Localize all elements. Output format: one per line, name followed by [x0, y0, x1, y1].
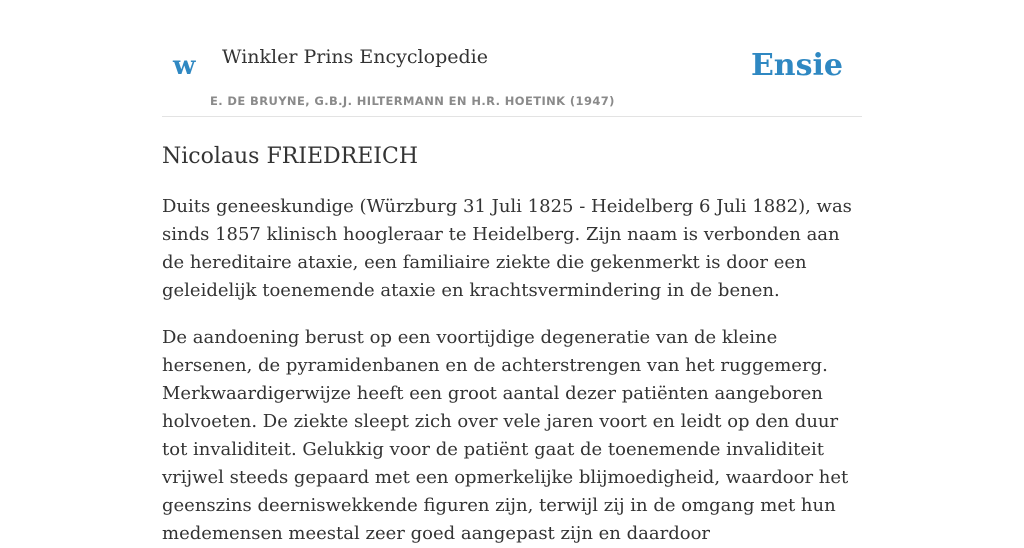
publication-logo[interactable]: w: [173, 51, 196, 81]
page-content: [162, 0, 862, 548]
publication-title[interactable]: Winkler Prins Encyclopedie: [222, 46, 488, 68]
publication-header: [162, 0, 862, 117]
publication-authors: E. DE BRUYNE, G.B.J. HILTERMANN EN H.R. HOETINK (1947): [210, 94, 615, 108]
article-paragraph: Duits geneeskundige (Würzburg 31 Juli 1825 - Heidelberg 6 Juli 1882), was sinds 1857 klinisch hoogleraar te Heidelberg. Zijn naam is verbonden aan de hereditaire ataxie, een familiaire ziekte die gekenmerkt is door een geleidelijk toenemende ataxie en krachtsvermindering in de benen.: [162, 196, 852, 301]
article-paragraph: De aandoening berust op een voortijdige degeneratie van de kleine hersenen, de pyramidenbanen en de achterstrengen van het ruggemerg. Merkwaardigerwijze heeft een groot aantal dezer patiënten aangeboren holvoeten. De ziekte sleept zich over vele jaren voort en leidt op den duur tot invaliditeit. Gelukkig voor de patiënt gaat de toenemende invaliditeit vrijwel steeds gepaard met een opmerkelijke blijmoedigheid, waardoor het geenszins deerniswekkende figuren zijn, terwijl zij in de omgang met hun medemensen meestal zeer goed aangepast zijn en daardoor: [162, 327, 849, 544]
ensie-logo[interactable]: Ensie: [750, 48, 843, 83]
article-title: Nicolaus FRIEDREICH: [162, 144, 419, 169]
